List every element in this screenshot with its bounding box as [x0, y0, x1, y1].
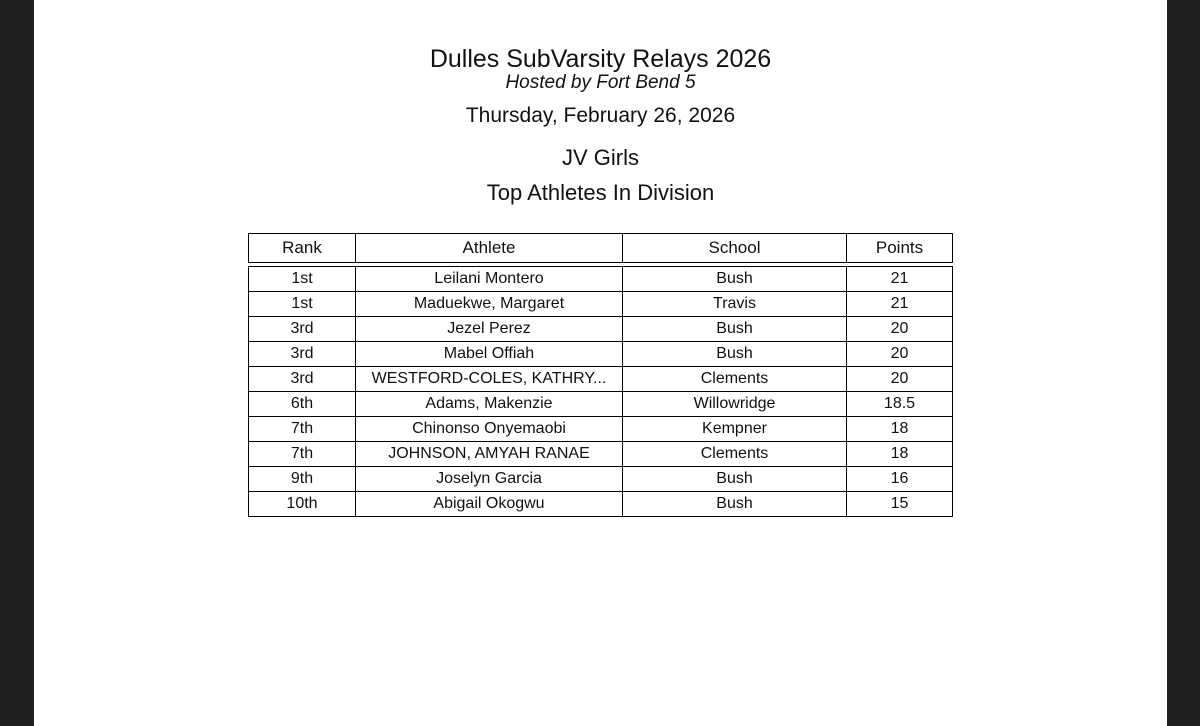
cell-points: 16 [846, 467, 952, 491]
cell-school: Bush [622, 492, 846, 516]
cell-school: Bush [622, 342, 846, 366]
cell-points: 21 [846, 267, 952, 291]
table-row [249, 466, 952, 491]
cell-points: 18 [846, 417, 952, 441]
cell-rank: 10th [286, 495, 318, 512]
table-row [249, 441, 952, 466]
cell-athlete: WESTFORD-COLES, KATHRY... [355, 367, 622, 391]
cell-rank: 7th [290, 420, 314, 437]
cell-athlete: Jezel Perez [355, 317, 622, 341]
cell-athlete: Joselyn Garcia [355, 467, 622, 491]
cell-rank: 6th [290, 395, 314, 412]
cell-athlete: Abigail Okogwu [355, 492, 622, 516]
cell-athlete: Leilani Montero [355, 267, 622, 291]
cell-points: 20 [846, 342, 952, 366]
cell-school: Clements [622, 367, 846, 391]
table-row [249, 267, 952, 291]
cell-points: 18 [846, 442, 952, 466]
results-table [248, 233, 953, 517]
table-row [249, 291, 952, 316]
cell-athlete: JOHNSON, AMYAH RANAE [355, 442, 622, 466]
meet-date: Thursday, February 26, 2026 [465, 104, 736, 127]
table-row [249, 316, 952, 341]
cell-points: 20 [846, 367, 952, 391]
cell-school: Clements [622, 442, 846, 466]
header-points: Points [846, 234, 952, 262]
cell-rank: 1st [291, 270, 313, 287]
document-page [34, 0, 1167, 726]
table-header [248, 233, 953, 263]
section-title: Top Athletes In Division [486, 180, 715, 205]
cell-athlete: Adams, Makenzie [355, 392, 622, 416]
cell-school: Willowridge [622, 392, 846, 416]
cell-rank: 3rd [290, 345, 314, 362]
meet-title: Dulles SubVarsity Relays 2026 [429, 45, 772, 73]
division-title: JV Girls [562, 145, 639, 170]
table-row [249, 366, 952, 391]
cell-points: 20 [846, 317, 952, 341]
meet-host: Hosted by Fort Bend 5 [505, 72, 696, 93]
cell-rank: 3rd [290, 370, 314, 387]
cell-athlete: Chinonso Onyemaobi [355, 417, 622, 441]
cell-school: Kempner [622, 417, 846, 441]
cell-athlete: Mabel Offiah [355, 342, 622, 366]
header-rank: Rank [282, 238, 322, 257]
cell-athlete: Maduekwe, Margaret [355, 292, 622, 316]
cell-school: Bush [622, 267, 846, 291]
table-row [249, 391, 952, 416]
table-body [248, 266, 953, 517]
header-school: School [622, 234, 846, 262]
table-row [249, 416, 952, 441]
cell-school: Travis [622, 292, 846, 316]
table-row [249, 341, 952, 366]
cell-points: 15 [846, 492, 952, 516]
table-row [249, 491, 952, 516]
cell-rank: 3rd [290, 320, 314, 337]
cell-points: 18.5 [846, 392, 952, 416]
cell-rank: 9th [290, 470, 314, 487]
header-athlete: Athlete [355, 234, 622, 262]
cell-rank: 1st [291, 295, 313, 312]
cell-rank: 7th [290, 445, 314, 462]
cell-points: 21 [846, 292, 952, 316]
cell-school: Bush [622, 317, 846, 341]
cell-school: Bush [622, 467, 846, 491]
